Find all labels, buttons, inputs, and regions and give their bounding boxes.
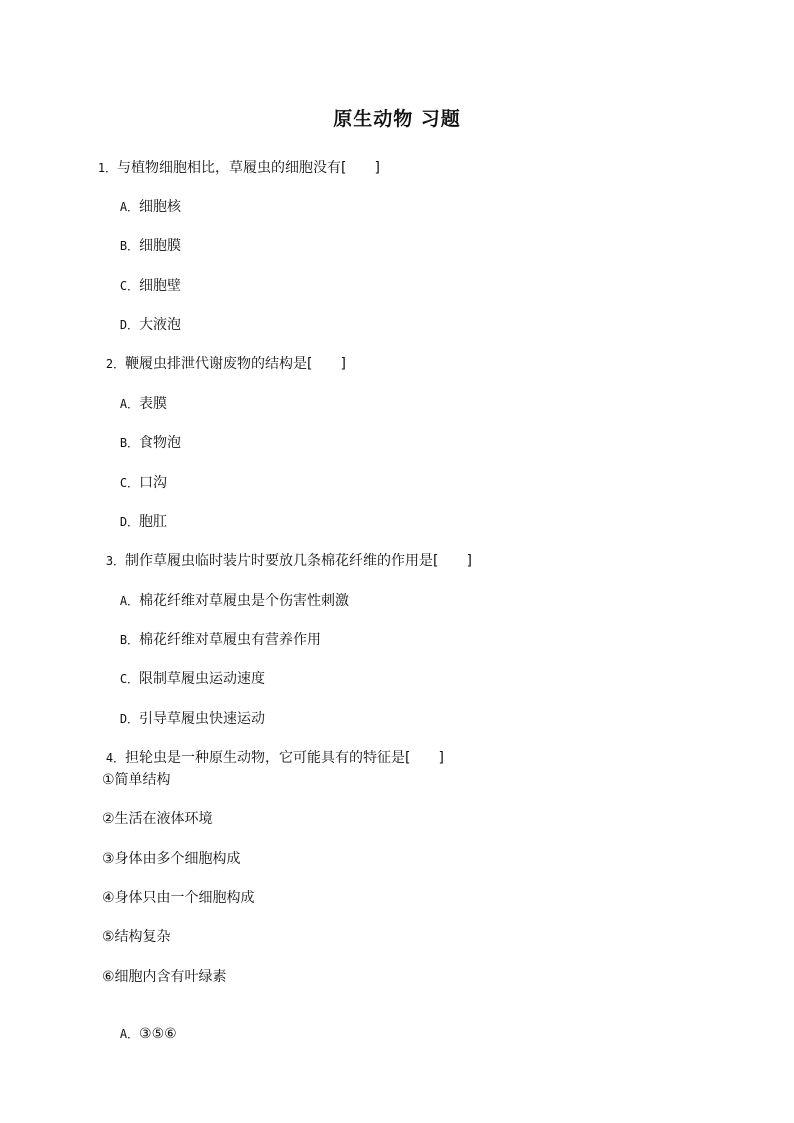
option-label: A．: [119, 200, 140, 214]
question-stem: 与植物细胞相比，草履虫的细胞没有[ ]: [117, 160, 380, 176]
question-number: 4．: [105, 751, 126, 765]
page-title: 原生动物 习题: [333, 108, 461, 130]
option-text: 棉花纤维对草履虫是个伤害性刺激: [139, 593, 350, 609]
question-stem: 担轮虫是一种原生动物，它可能具有的特征是[ ]: [125, 750, 444, 766]
option-label: A．: [119, 594, 140, 608]
question-stem: 鞭履虫排泄代谢废物的结构是[ ]: [125, 356, 346, 372]
option-label: B．: [119, 239, 140, 253]
question-number: 3．: [105, 554, 126, 568]
statement-5: ⑤结构复杂: [102, 929, 171, 945]
option-label: A．: [119, 397, 140, 411]
option-label: B．: [119, 436, 140, 450]
option-text: ③⑤⑥: [139, 1026, 177, 1042]
option-label: C．: [119, 672, 140, 686]
option-text: 细胞核: [139, 199, 182, 215]
option-label: D．: [119, 318, 140, 332]
statement-4: ④身体只由一个细胞构成: [102, 890, 255, 906]
option-text: 口沟: [139, 475, 168, 491]
statement-3: ③身体由多个细胞构成: [102, 851, 241, 867]
option-4a: [102, 1007, 177, 1061]
option-label: D．: [119, 712, 140, 726]
statement-1: ①简单结构: [102, 772, 171, 788]
option-text: 细胞壁: [139, 278, 182, 294]
question-number: 2．: [105, 357, 126, 371]
option-label: C．: [119, 476, 140, 490]
statement-2: ②生活在液体环境: [102, 811, 213, 827]
option-text: 食物泡: [139, 435, 182, 451]
option-label: D．: [119, 515, 140, 529]
question-stem: 制作草履虫临时装片时要放几条棉花纤维的作用是[ ]: [125, 553, 472, 569]
option-text: 棉花纤维对草履虫有营养作用: [139, 632, 322, 648]
statement-6: ⑥细胞内含有叶绿素: [102, 969, 227, 985]
option-text: 表膜: [139, 396, 168, 412]
option-text: 引导草履虫快速运动: [139, 711, 266, 727]
option-text: 胞肛: [139, 514, 168, 530]
option-text: 大液泡: [139, 317, 182, 333]
option-label: B．: [119, 633, 140, 647]
option-text: 限制草履虫运动速度: [139, 671, 266, 687]
option-label: C．: [119, 279, 140, 293]
option-label: A．: [119, 1027, 140, 1041]
question-number: 1．: [97, 161, 118, 175]
option-text: 细胞膜: [139, 238, 182, 254]
